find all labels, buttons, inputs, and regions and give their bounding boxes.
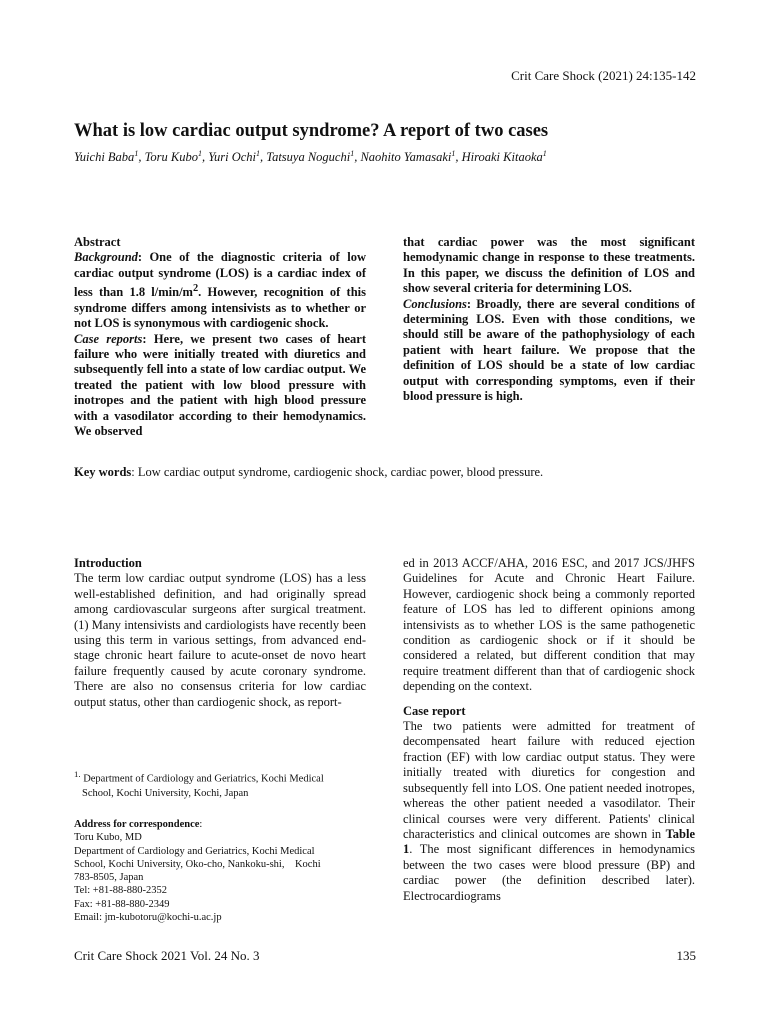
- correspondence-address: School, Kochi University, Oko-cho, Nankoku-shi, Kochi: [74, 858, 321, 870]
- introduction-heading: Introduction: [74, 556, 142, 570]
- author-affiliation-mark: 1: [350, 149, 355, 158]
- keywords: [74, 465, 543, 480]
- abstract-column-left: [74, 235, 366, 439]
- author-name: Naohito Yamasaki: [360, 150, 452, 165]
- running-head: Crit Care Shock (2021) 24:135-142: [511, 68, 696, 83]
- case-reports-label: Case reports: [74, 331, 143, 346]
- abstract-background: [74, 250, 366, 331]
- correspondence-address: 783-8505, Japan: [74, 872, 144, 884]
- introduction-text: The term low cardiac output syndrome (LOS) has a less well-established definition, and had originally spread among cardiovascular surgeons after surgical treatment. (1) Many intensivists and cardiologists have recently been using this term in various settings, from advanced end-stage chronic heart failure to acute-onset de novo heart failure frequently caused by acute coronary syndrome. There are also no consensus criteria for low cardiac output status, other than cardiogenic shock, as report-: [74, 571, 366, 709]
- conclusions-text: : Broadly, there are several conditions of determining LOS. Even with those conditions, we should still be aware of the pathophysiology of each patient with heart failure. We propose that the definition of LOS should be a state of low cardiac output with corresponding symptoms, even if their blood pressure is high.: [403, 296, 695, 404]
- case-report-text: The two patients were admitted for treatment of decompensated heart failure with reduced ejection fraction (EF) with low cardiac output status. They were initially treated with diuretics for congestion and subsequently fell into LOS. One patient needed inotropes, whereas the other patient needed a vasodilator. Their clinical courses were very different. Patients' clinical characteristics and clinical outcomes are shown in Table 1. The most significant differences in hemodynamics between the two cases were blood pressure (BP) and cardiac power (the definition described later). Electrocardiograms: [403, 719, 695, 903]
- body-column-right: [403, 556, 695, 904]
- author-name: Hiroaki Kitaoka: [461, 150, 543, 165]
- author-name: Tatsuya Noguchi: [266, 150, 351, 165]
- footer-page-number: 135: [676, 948, 696, 963]
- author-list: Yuichi Baba$^1$, Toru Kubo$^1$, Yuri Ochi$^1$, Tatsuya Noguchi$^1$, Naohito Yamasaki$^1$, Hiroaki Kitaoka$^1$: [74, 149, 547, 165]
- correspondence-name: Toru Kubo, MD: [74, 832, 142, 844]
- background-text-end: . However, recognition of this syndrome differs among intensivists as to whether or not LOS is synonymous with cardiogenic shock.: [74, 285, 366, 331]
- background-superscript: 2: [192, 283, 199, 295]
- author-name: Yuichi Baba: [74, 150, 135, 165]
- correspondence-heading: Address for correspondence: [74, 819, 200, 830]
- body-column-left: [74, 556, 366, 710]
- author-affiliation-mark: 1: [542, 149, 547, 158]
- background-text: : One of the diagnostic criteria of low cardiac output syndrome (LOS) is a cardiac index of less than 1.8 l/min/m: [74, 250, 366, 300]
- affiliation-line: School, Kochi University, Kochi, Japan: [82, 787, 249, 799]
- author-affiliation-mark: 1: [134, 149, 139, 158]
- correspondence-email[interactable]: Email: jm-kubotoru@kochi-u.ac.jp: [74, 912, 222, 924]
- table-reference[interactable]: Table 1: [403, 826, 695, 857]
- background-label: Background: [74, 250, 138, 265]
- case-report-heading: Case report: [403, 703, 466, 718]
- abstract-column-right: [403, 235, 695, 404]
- affiliation-footnote: [74, 767, 366, 801]
- abstract-heading: Abstract: [74, 235, 121, 249]
- abstract-conclusions: [403, 297, 695, 405]
- author-affiliation-mark: 1: [256, 149, 261, 158]
- article-title: What is low cardiac output syndrome? A report of two cases: [74, 121, 549, 141]
- author-name: Toru Kubo: [144, 150, 198, 165]
- author-affiliation-mark: 1: [451, 149, 456, 158]
- affiliation-mark: 1.: [74, 769, 81, 779]
- keywords-text: : Low cardiac output syndrome, cardiogenic shock, cardiac power, blood pressure.: [131, 465, 544, 479]
- case-reports-continued: that cardiac power was the most significant hemodynamic change in response to these treatments. In this paper, we discuss the definition of LOS and show several criteria for determining LOS.: [403, 235, 695, 296]
- introduction-text-continued: ed in 2013 ACCF/AHA, 2016 ESC, and 2017 JCS/JHFS Guidelines for Acute and Chronic Heart Failure. However, cardiogenic shock being a commonly reported feature of LOS has led to different opinions among intensivists as to whether LOS is the same pathogenetic condition as cardiogenic shock or if it should be considered a related, but different condition that may require treatment different than that of cardiogenic shock depending on the context.: [403, 556, 695, 694]
- correspondence-tel: Tel: +81-88-880-2352: [74, 885, 167, 897]
- author-name: Yuri Ochi: [208, 150, 257, 165]
- conclusions-label: Conclusions: [403, 296, 467, 311]
- abstract-case-reports: [74, 332, 366, 440]
- correspondence-block: Address for correspondence: Toru Kubo, MD Department of Cardiology and Geriatrics, Kochi Medical School, Kochi University, Oko-cho, Nankoku-shi, Kochi 783-8505, Japan Tel: +81-88-880-2352 Fax: +81-88-880-2349 Email: jm-kubotoru@kochi-u.ac.jp: [74, 818, 366, 924]
- case-reports-text: : Here, we present two cases of heart failure who were initially treated with diuretics and subsequently fell into a state of low cardiac output. We treated the patient with low blood pressure with inotropes and the patient with high blood pressure with a vasodilator according to their hemodynamics. We observed: [74, 331, 366, 439]
- author-affiliation-mark: 1: [197, 149, 202, 158]
- footer-journal: Crit Care Shock 2021 Vol. 24 No. 3: [74, 948, 260, 963]
- correspondence-address: Department of Cardiology and Geriatrics, Kochi Medical: [74, 845, 315, 857]
- keywords-label: Key words: [74, 465, 132, 479]
- affiliation-line: Department of Cardiology and Geriatrics, Kochi Medical: [83, 773, 324, 785]
- correspondence-fax: Fax: +81-88-880-2349: [74, 898, 170, 910]
